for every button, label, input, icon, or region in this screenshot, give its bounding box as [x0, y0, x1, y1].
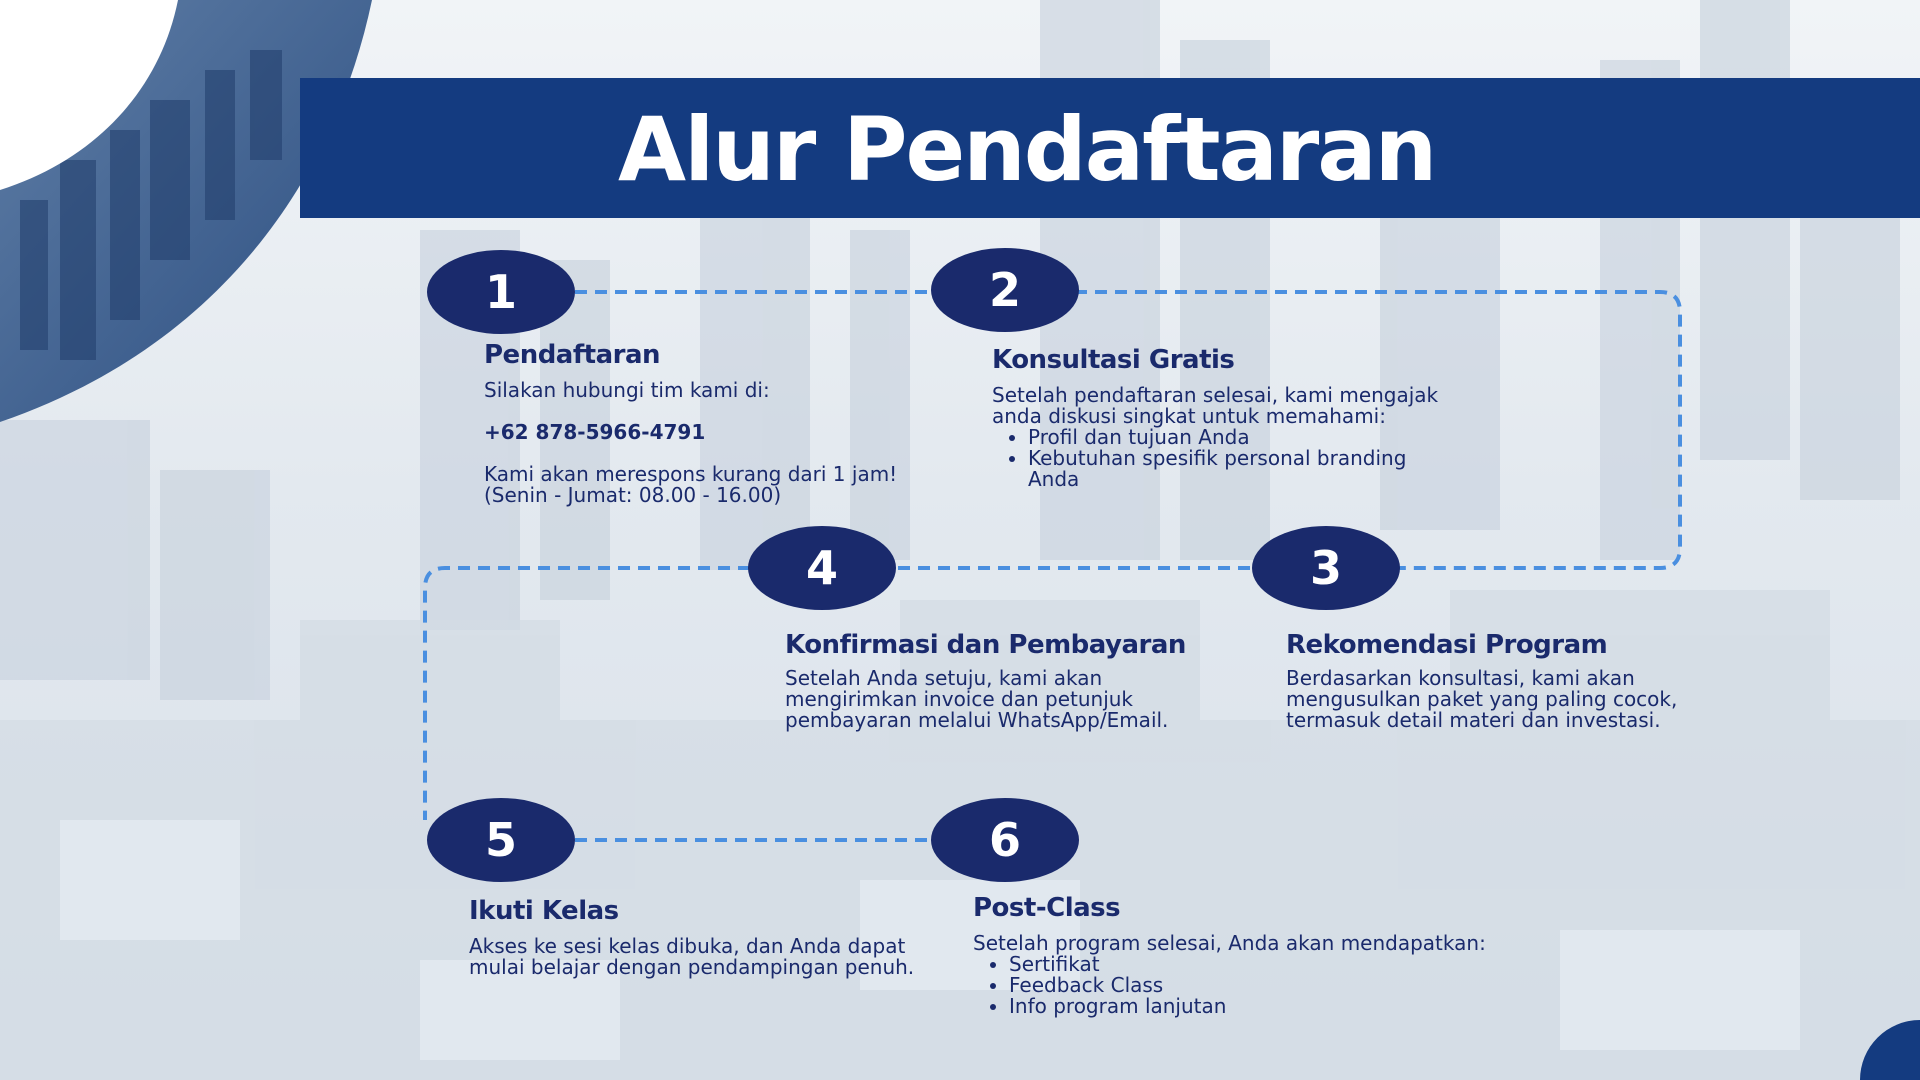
step-2-title: Konsultasi Gratis [992, 345, 1235, 375]
list-item: • Profil dan tujuan Anda [1028, 427, 1448, 448]
step-4-body [785, 668, 1255, 731]
step-6-body [973, 933, 1573, 1017]
step-3-title: Rekomendasi Program [1286, 630, 1608, 660]
list-item: • Kebutuhan spesifik personal branding Anda [1028, 448, 1448, 490]
list-item: • Feedback Class [1009, 975, 1573, 996]
step-6-bullet-list [973, 954, 1573, 1017]
step-3-line-3: termasuk detail materi dan investasi. [1286, 708, 1661, 732]
list-item: • Info program lanjutan [1009, 996, 1573, 1017]
step-5-body [469, 936, 969, 978]
step-3-line-2: mengusulkan paket yang paling cocok, [1286, 687, 1678, 711]
step-1-response: Kami akan merespons kurang dari 1 jam! [484, 462, 898, 486]
step-1-intro: Silakan hubungi tim kami di: [484, 378, 770, 402]
step-1-number: 1 [427, 250, 575, 334]
step-2-intro-line-2: anda diskusi singkat untuk memahami: [992, 404, 1386, 428]
step-6-number: 6 [931, 798, 1079, 882]
step-5-number: 5 [427, 798, 575, 882]
step-2-bullet-list [992, 427, 1448, 490]
step-4-line-1: Setelah Anda setuju, kami akan [785, 666, 1103, 690]
step-3-line-1: Berdasarkan konsultasi, kami akan [1286, 666, 1635, 690]
step-2-intro-line-1: Setelah pendaftaran selesai, kami mengajak [992, 383, 1439, 407]
step-4-number: 4 [748, 526, 896, 610]
step-5-line-2: mulai belajar dengan pendampingan penuh. [469, 955, 915, 979]
step-1-title: Pendaftaran [484, 340, 661, 370]
step-1-body [484, 380, 924, 506]
step-1-phone: +62 878-5966-4791 [484, 420, 706, 444]
step-4-line-3: pembayaran melalui WhatsApp/Email. [785, 708, 1169, 732]
step-5-line-1: Akses ke sesi kelas dibuka, dan Anda dapat [469, 934, 906, 958]
step-1-hours: (Senin - Jumat: 08.00 - 16.00) [484, 483, 782, 507]
step-6-intro: Setelah program selesai, Anda akan mendapatkan: [973, 931, 1486, 955]
list-item: • Sertifikat [1009, 954, 1573, 975]
step-4-title: Konfirmasi dan Pembayaran [785, 630, 1186, 660]
step-2-body [992, 385, 1512, 490]
step-4-line-2: mengirimkan invoice dan petunjuk [785, 687, 1134, 711]
step-5-title: Ikuti Kelas [469, 896, 619, 926]
page-title: Alur Pendaftaran [618, 98, 1436, 201]
step-3-number: 3 [1252, 526, 1400, 610]
step-6-title: Post-Class [973, 893, 1121, 923]
step-2-number: 2 [931, 248, 1079, 332]
step-3-body [1286, 668, 1846, 731]
